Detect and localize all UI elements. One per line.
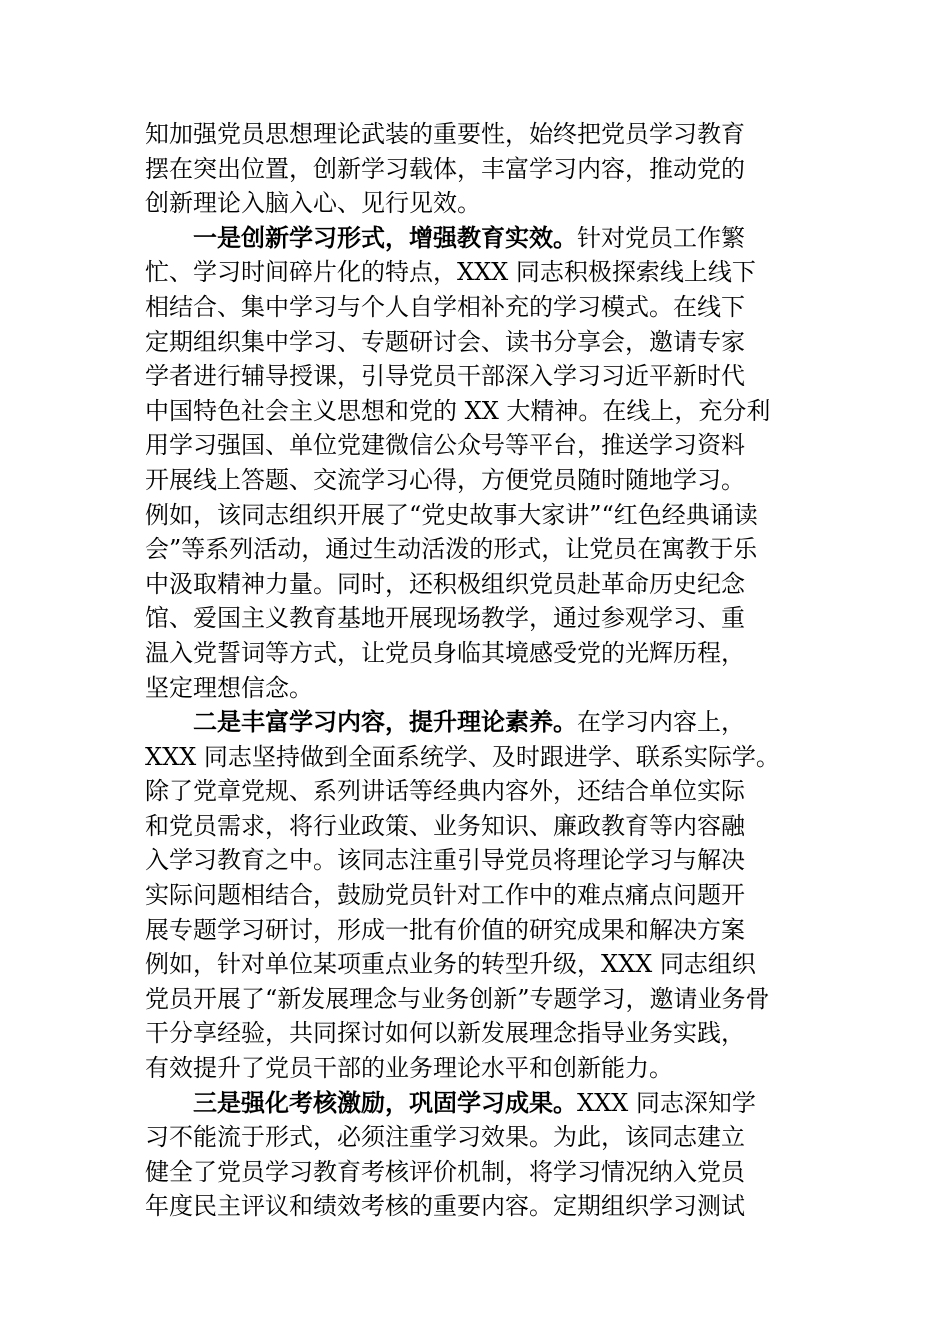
text-line: 实际问题相结合，鼓励党员针对工作中的难点痛点问题开	[145, 881, 745, 910]
text-run: XXX 同志深知学	[577, 1088, 756, 1117]
text-line: 除了党章党规、系列讲话等经典内容外，还结合单位实际	[145, 777, 745, 806]
text-line: 相结合、集中学习与个人自学相补充的学习模式。在线下	[145, 292, 745, 321]
text-line: 忙、学习时间碎片化的特点，XXX 同志积极探索线上线下	[145, 258, 756, 287]
text-line: 例如，针对单位某项重点业务的转型升级，XXX 同志组织	[145, 950, 756, 979]
text-line: 健全了党员学习教育考核评价机制，将学习情况纳入党员	[145, 1157, 745, 1186]
paragraph-first-line	[145, 705, 813, 740]
text-line: 习不能流于形式，必须注重学习效果。为此，该同志建立	[145, 1123, 745, 1152]
text-run: 在学习内容上，	[577, 708, 745, 737]
text-line: 和党员需求，将行业政策、业务知识、廉政教育等内容融	[145, 811, 745, 840]
text-line: 温入党誓词等方式，让党员身临其境感受党的光辉历程，	[145, 638, 745, 667]
paragraph-first-line	[145, 1086, 813, 1121]
text-line: 中国特色社会主义思想和党的 XX 大精神。在线上，充分利	[145, 396, 771, 425]
text-line: 入学习教育之中。该同志注重引导党员将理论学习与解决	[145, 846, 745, 875]
text-line: 干分享经验，共同探讨如何以新发展理念指导业务实践，	[145, 1019, 745, 1048]
text-line: 党员开展了“新发展理念与业务创新”专题学习，邀请业务骨	[145, 984, 770, 1013]
text-line: 有效提升了党员干部的业务理论水平和创新能力。	[145, 1054, 673, 1083]
paragraph-heading: 二是丰富学习内容，提升理论素养。	[193, 707, 577, 737]
text-line: 年度民主评议和绩效考核的重要内容。定期组织学习测试	[145, 1192, 745, 1221]
paragraph-enrich-content	[145, 705, 813, 1086]
text-line: 知加强党员思想理论武装的重要性，始终把党员学习教育	[145, 120, 745, 148]
text-line: 会”等系列活动，通过生动活泼的形式，让党员在寓教于乐	[145, 535, 758, 564]
text-line: 中汲取精神力量。同时，还积极组织党员赴革命历史纪念	[145, 569, 745, 598]
text-line: 学者进行辅导授课，引导党员干部深入学习习近平新时代	[145, 362, 745, 391]
paragraph-strengthen-assessment	[145, 1086, 813, 1224]
text-line: 馆、爱国主义教育基地开展现场教学，通过参观学习、重	[145, 604, 745, 633]
text-line: 定期组织集中学习、专题研讨会、读书分享会，邀请专家	[145, 327, 745, 356]
text-line: 坚定理想信念。	[145, 673, 313, 702]
document-page	[145, 117, 813, 1224]
paragraph-heading: 三是强化考核激励，巩固学习成果。	[193, 1087, 577, 1117]
paragraph-innovate-forms	[145, 221, 813, 705]
paragraph-heading: 一是创新学习形式，增强教育实效。	[193, 222, 577, 252]
text-line: 展专题学习研讨，形成一批有价值的研究成果和解决方案	[145, 915, 745, 944]
text-line: 摆在突出位置，创新学习载体，丰富学习内容，推动党的	[145, 154, 745, 183]
text-line: XXX 同志坚持做到全面系统学、及时跟进学、联系实际学。	[145, 742, 780, 771]
text-run: 针对党员工作繁	[577, 223, 745, 252]
text-line: 创新理论入脑入心、见行见效。	[145, 189, 481, 218]
text-line: 用学习强国、单位党建微信公众号等平台，推送学习资料	[145, 431, 745, 460]
paragraph-first-line	[145, 221, 813, 256]
paragraph-intro	[145, 117, 813, 221]
text-line: 例如，该同志组织开展了“党史故事大家讲”“红色经典诵读	[145, 500, 758, 529]
text-line: 开展线上答题、交流学习心得，方便党员随时随地学习。	[145, 465, 745, 494]
